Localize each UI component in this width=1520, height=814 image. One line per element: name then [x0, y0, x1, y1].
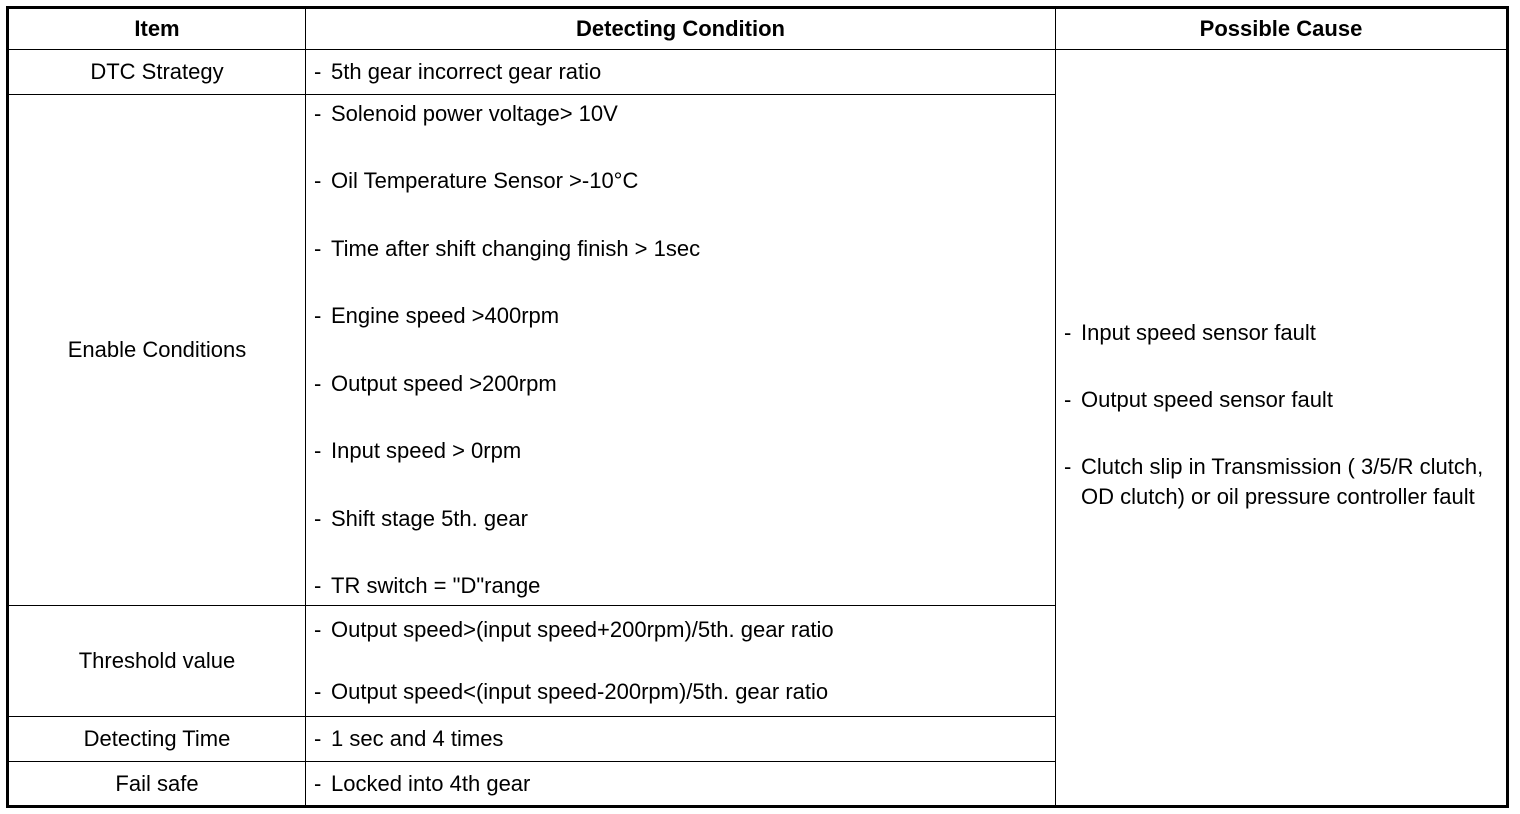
condition-dtc-strategy — [306, 50, 1056, 95]
dash: - — [314, 303, 322, 329]
condition-line: - Output speed >200rpm — [314, 370, 557, 396]
header-row — [8, 8, 1508, 50]
row-dtc-strategy — [8, 50, 1508, 95]
threshold-condition-list — [314, 617, 1055, 705]
condition-detecting-time — [306, 717, 1056, 762]
dash: - — [314, 101, 322, 126]
dash: - — [314, 370, 322, 396]
condition-threshold-value — [306, 606, 1056, 717]
dtc-table — [6, 6, 1509, 808]
item-enable-conditions: Enable Conditions — [8, 95, 306, 606]
dash: - — [314, 235, 322, 261]
item-fail-safe: Fail safe — [8, 762, 306, 807]
dash: - — [314, 59, 322, 84]
condition-line: - Shift stage 5th. gear — [314, 505, 528, 531]
condition-line: - Time after shift changing finish > 1sec — [314, 235, 701, 261]
enable-condition-list — [314, 101, 1055, 599]
header-detecting-condition: Detecting Condition — [306, 8, 1056, 50]
item-dtc-strategy: DTC Strategy — [8, 50, 306, 95]
dash: - — [314, 572, 322, 598]
condition-line: - Locked into 4th gear — [314, 770, 531, 796]
condition-line: - 1 sec and 4 times — [314, 726, 504, 751]
cause-item: - Input speed sensor fault — [1064, 318, 1486, 348]
dash: - — [314, 168, 322, 194]
condition-line: - Engine speed >400rpm — [314, 303, 560, 329]
possible-cause-list — [1064, 50, 1486, 512]
condition-enable-conditions — [306, 95, 1056, 606]
condition-line: - TR switch = "D"range — [314, 572, 541, 598]
condition-line: - Output speed<(input speed-200rpm)/5th. gear ratio — [314, 679, 829, 704]
dash: - — [314, 770, 322, 796]
condition-line: - Solenoid power voltage> 10V — [314, 101, 618, 126]
header-item: Item — [8, 8, 306, 50]
dash: - — [1064, 320, 1072, 345]
cause-item: - Clutch slip in Transmission ( 3/5/R clutch, OD clutch) or oil pressure controller fault — [1064, 454, 1484, 509]
dash: - — [1064, 454, 1072, 479]
dash: - — [314, 438, 322, 464]
item-threshold-value: Threshold value — [8, 606, 306, 717]
condition-line: - 5th gear incorrect gear ratio — [314, 59, 602, 84]
condition-fail-safe — [306, 762, 1056, 807]
header-possible-cause: Possible Cause — [1056, 8, 1508, 50]
condition-line: - Input speed > 0rpm — [314, 438, 522, 464]
dash: - — [314, 726, 322, 751]
possible-cause-cell — [1056, 50, 1508, 807]
item-detecting-time: Detecting Time — [8, 717, 306, 762]
condition-line: - Oil Temperature Sensor >-10°C — [314, 168, 639, 194]
dash: - — [314, 505, 322, 531]
condition-line: - Output speed>(input speed+200rpm)/5th. gear ratio — [314, 617, 834, 642]
dash: - — [314, 617, 322, 642]
cause-item: - Output speed sensor fault — [1064, 385, 1486, 415]
dash: - — [314, 679, 322, 704]
dash: - — [1064, 387, 1072, 412]
